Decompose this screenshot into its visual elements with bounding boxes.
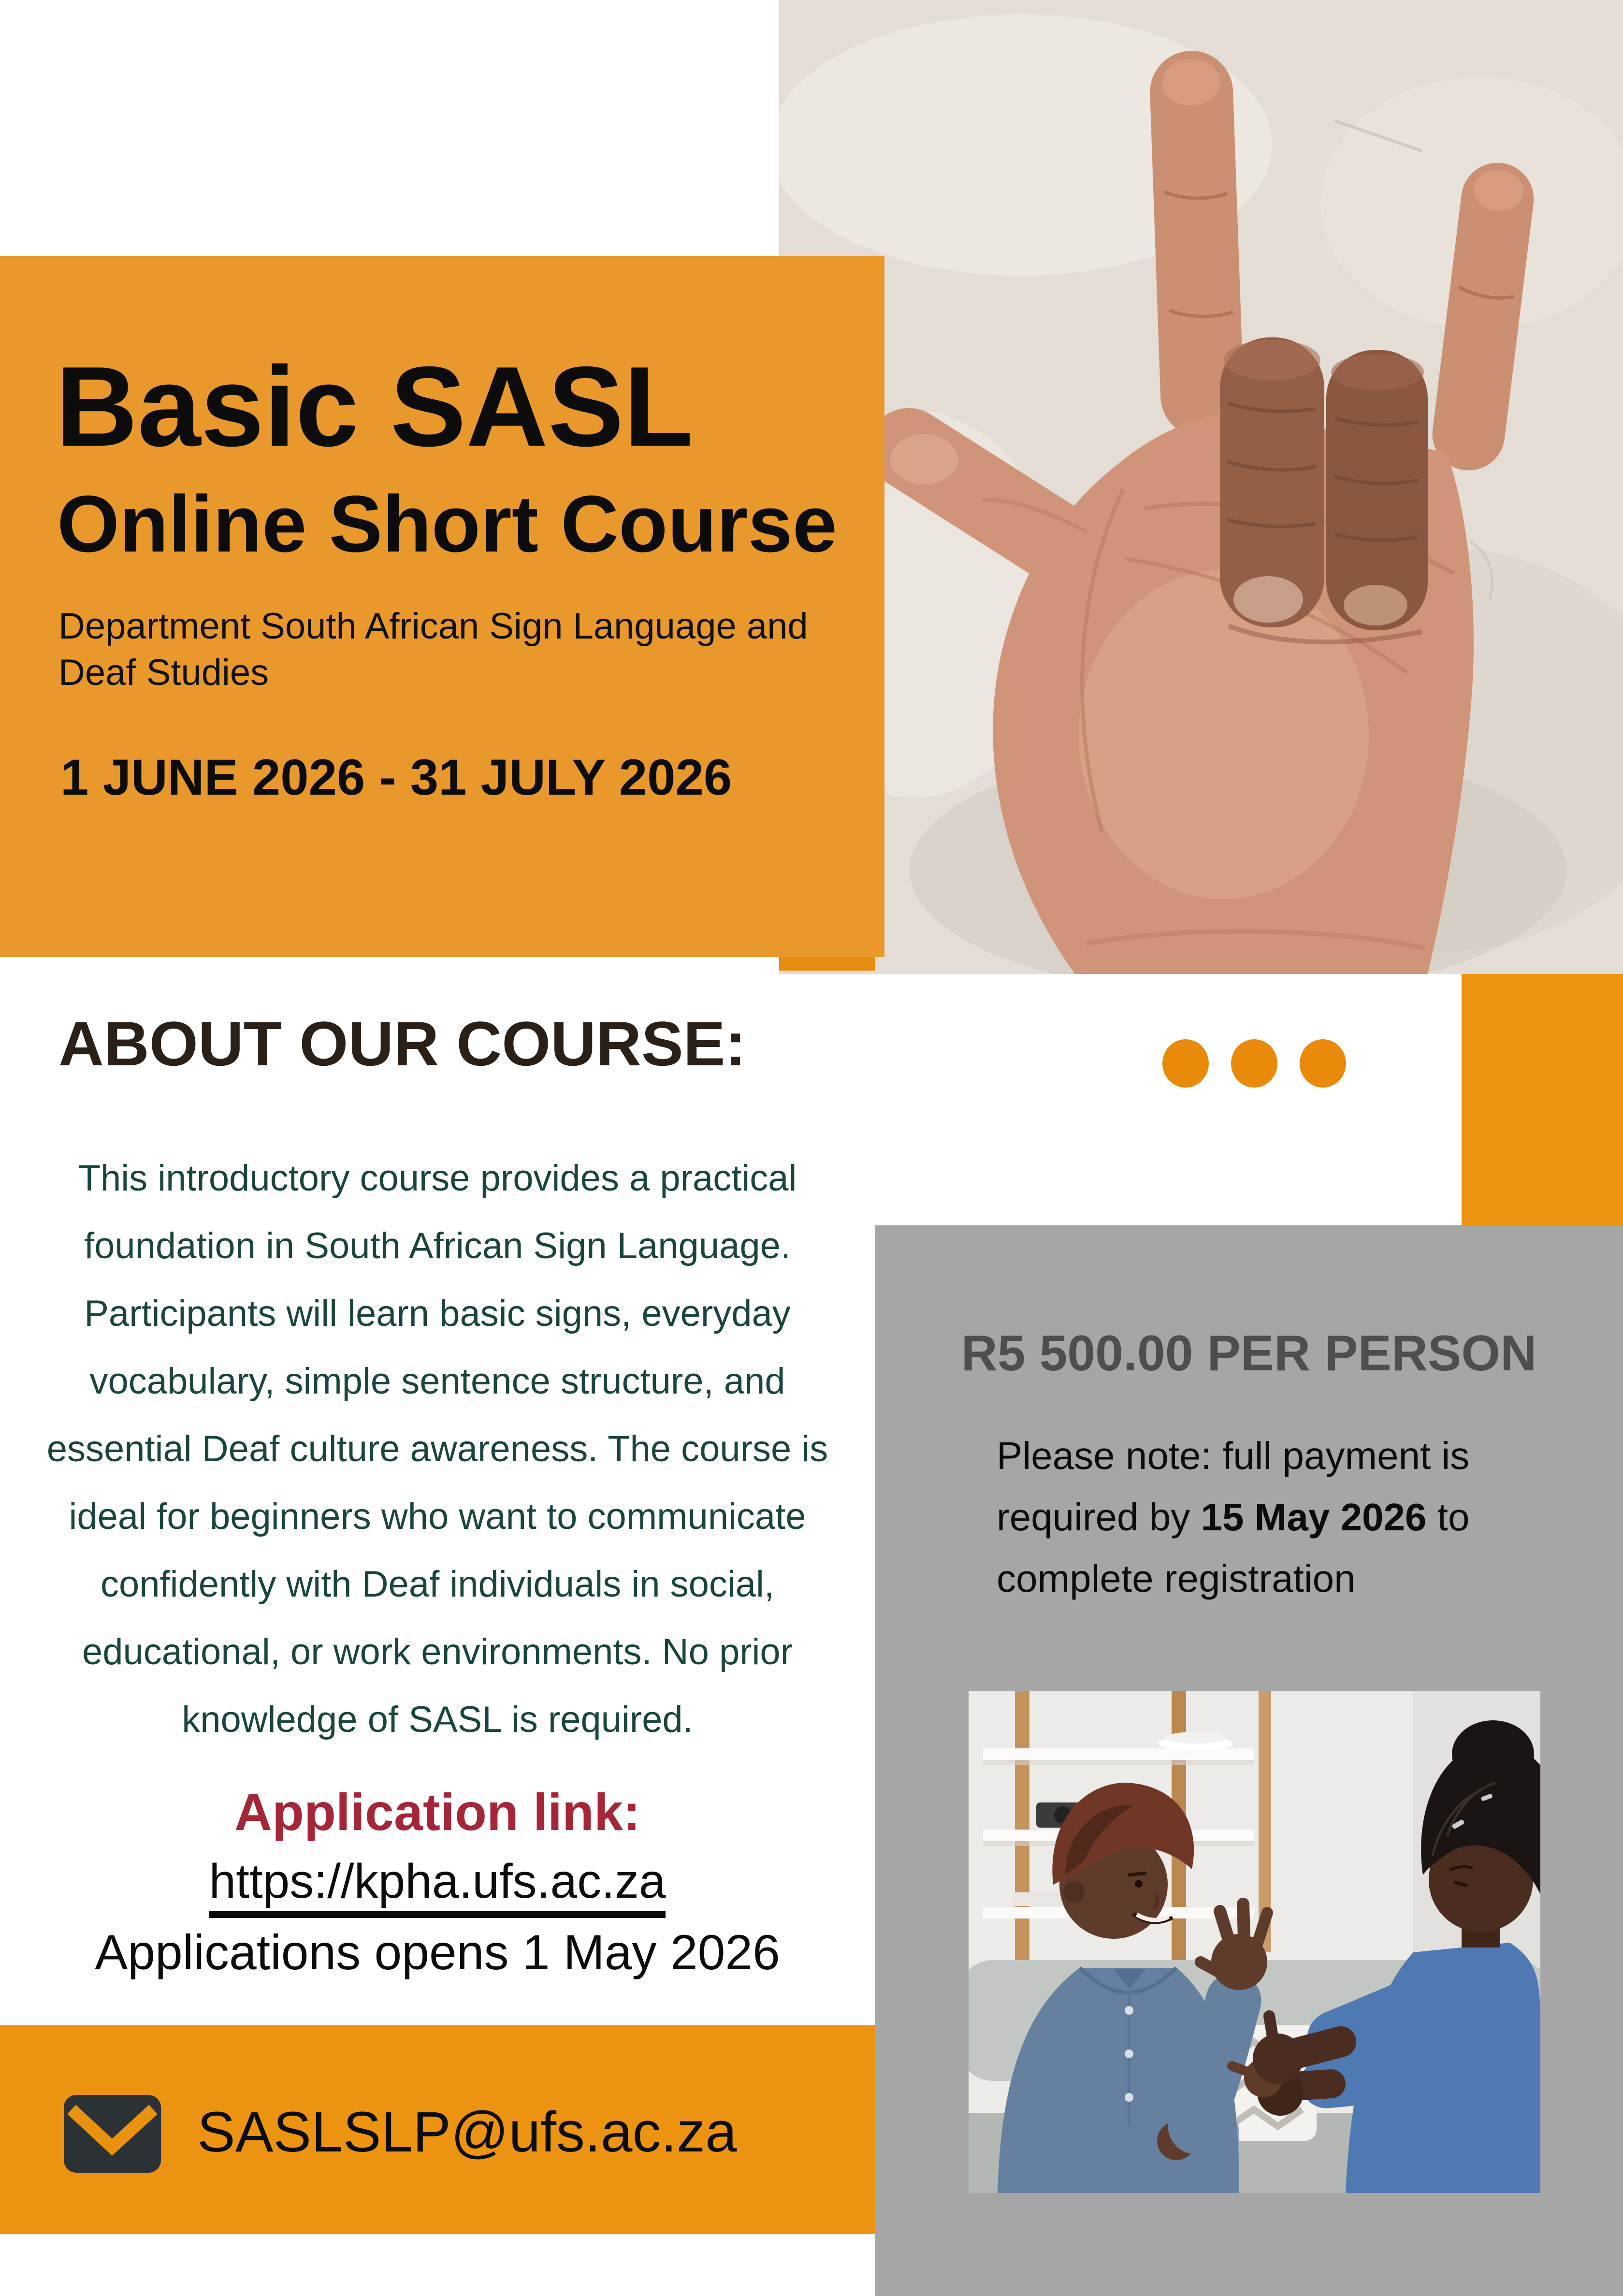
ily-hand-photo xyxy=(779,0,1623,974)
course-dates: 1 JUNE 2026 - 31 JULY 2026 xyxy=(60,749,732,806)
about-line: Participants will learn basic signs, everyday xyxy=(84,1293,791,1334)
about-line: This introductory course provides a practical xyxy=(78,1158,797,1199)
dot-icon xyxy=(1231,1039,1277,1088)
envelope-flap-icon xyxy=(64,2095,161,2173)
about-line: knowledge of SASL is required. xyxy=(182,1699,693,1740)
signing-people-photo xyxy=(969,1691,1540,2193)
payment-note xyxy=(997,1425,1577,1609)
poster-title-line1: Basic SASL xyxy=(56,343,694,470)
application-url-row xyxy=(0,1854,875,1918)
about-line: foundation in South African Sign Language. xyxy=(84,1225,791,1266)
department-subtitle: Department South African Sign Language and Deaf Studies xyxy=(58,606,808,693)
price-text: R5 500.00 PER PERSON xyxy=(961,1325,1537,1381)
poster-title-line2: Online Short Course xyxy=(57,480,838,569)
payment-note-prefix: Please note: full payment is required by xyxy=(997,1434,1470,1539)
application-url-link[interactable]: https://kpha.ufs.ac.za xyxy=(209,1857,666,1918)
contact-email[interactable]: SASLSLP@ufs.ac.za xyxy=(197,2100,737,2164)
dot-icon xyxy=(1300,1039,1346,1088)
envelope-icon xyxy=(64,2095,161,2173)
about-line: vocabulary, simple sentence structure, and xyxy=(89,1361,785,1402)
ily-hand-illustration xyxy=(779,0,1623,974)
payment-deadline: 15 May 2026 xyxy=(1201,1496,1427,1539)
about-heading: ABOUT OUR COURSE: xyxy=(58,1008,746,1079)
dot-icon xyxy=(1162,1039,1209,1088)
about-paragraph xyxy=(0,1145,875,1754)
signing-people-illustration xyxy=(969,1691,1540,2193)
about-line: confidently with Deaf individuals in social, xyxy=(100,1564,775,1605)
payment-note-suffix: to complete registration xyxy=(997,1496,1470,1600)
about-line: essential Deaf culture awareness. The course is xyxy=(46,1428,828,1469)
about-line: ideal for beginners who want to communicate xyxy=(69,1496,806,1537)
application-opens-text: Applications opens 1 May 2026 xyxy=(95,1925,780,1980)
application-link-heading: Application link: xyxy=(234,1783,640,1841)
orange-corner-square xyxy=(1462,974,1623,1225)
about-line: educational, or work environments. No prior xyxy=(82,1631,793,1672)
dots-decoration xyxy=(1162,1039,1346,1088)
